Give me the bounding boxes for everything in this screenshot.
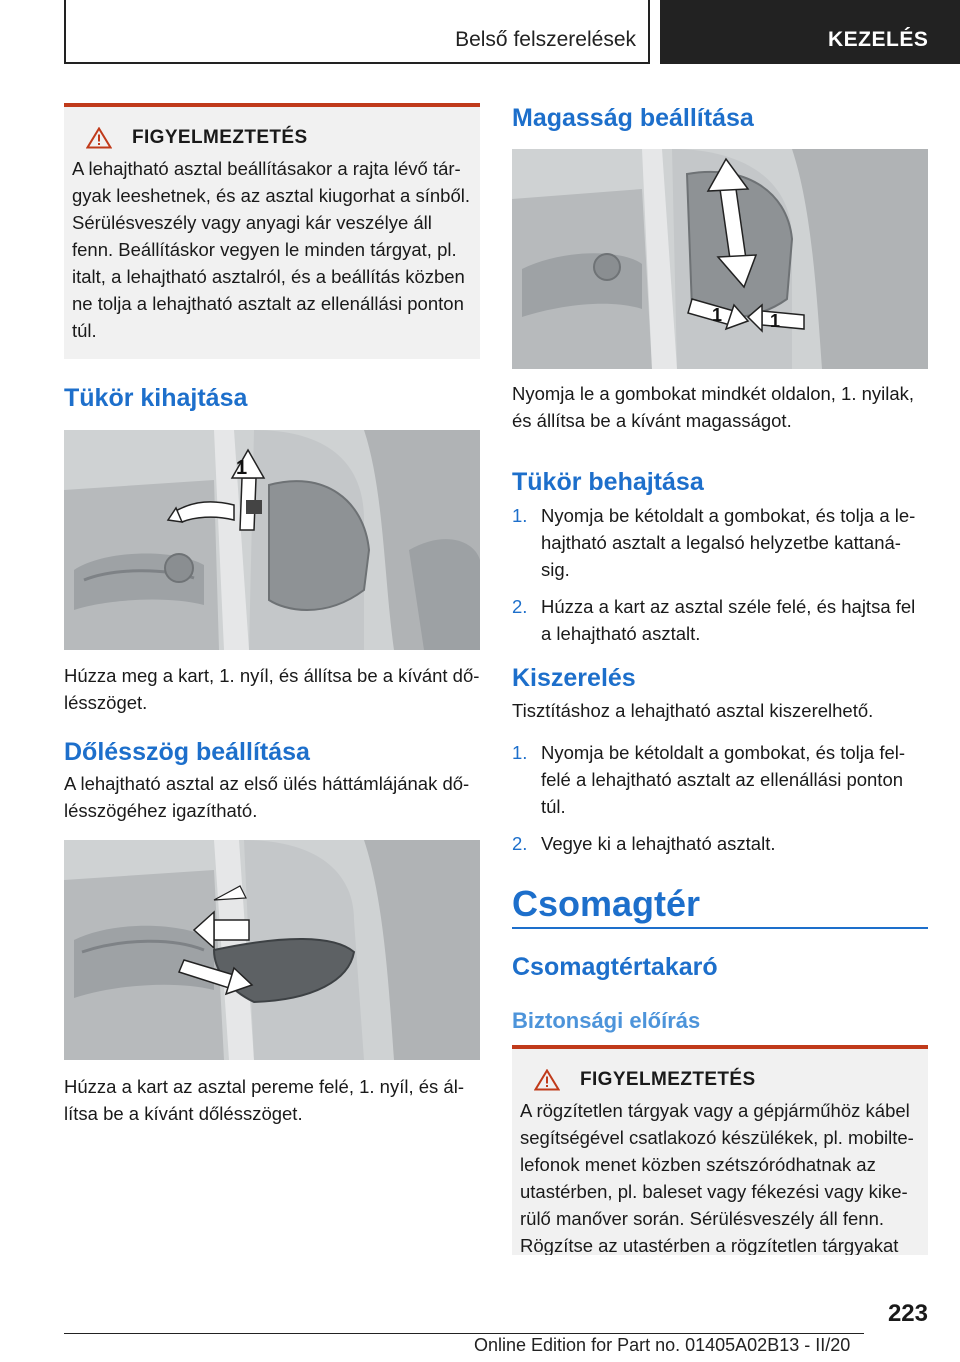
warning-text: A rögzítetlen tárgyak vagy a gépjárműhöz kábel segítségével csatlakozó készülékek, pl. mobilte- lefonok menet közben szétszóródhatnak az utastérben, pl. baleset vagy fékezési vagy kike- rülő manőver során. Sérülésveszély áll fenn. Rögzítse az utastérben a rögzítetlen tárgyakat — [520, 1100, 914, 1255]
heading-mirror-close: Tükör behajtása — [512, 468, 704, 496]
footer-rule — [64, 1333, 864, 1334]
photo-tilt — [64, 840, 480, 1060]
height-illustration — [512, 149, 928, 369]
photo-height — [512, 149, 928, 369]
right-warning-container — [512, 1045, 928, 1255]
heading-tilt: Dőlésszög beállítása — [64, 738, 310, 766]
steps-mirror-close — [512, 502, 928, 657]
header-chapter-box — [660, 0, 960, 64]
list-item: 2. Vegye ki a lehajtható asztalt. — [512, 833, 776, 854]
steps-removal — [512, 739, 928, 867]
heading-removal: Kiszerelés — [512, 664, 636, 692]
warning-triangle-icon — [86, 127, 112, 149]
chapter-rule — [512, 927, 928, 929]
caption-tilt: Húzza a kart az asztal pereme felé, 1. nyíl, és ál- lítsa be a kívánt dőlésszöget. — [64, 1076, 464, 1124]
list-item: 1. Nyomja be kétoldalt a gombokat, és tolja fel- felé a lehajtható asztalt az ellenállási ponton túl. — [512, 742, 906, 817]
page-number: 223 — [887, 1300, 928, 1327]
header-chapter-title: KEZELÉS — [828, 28, 929, 51]
warning-text: A lehajtható asztal beállításakor a rajta lévő tár- gyak leeshetnek, és az asztal kiugorhat a sínből. Sérülésveszély vagy anyagi kár veszélye áll fenn. Beállításkor vegyen le minden tárgyat, pl. italt, a lehajtható asztalról, és a beállítás közben ne tolja a lehajtható asztalt az ellenállási ponton túl. — [72, 158, 470, 341]
intro-removal: Tisztításhoz a lehajtható asztal kiszerelhető. — [512, 700, 874, 721]
warning-title: FIGYELMEZTETÉS — [534, 1069, 922, 1091]
warning-box-cargo — [512, 1045, 928, 1255]
warning-title: FIGYELMEZTETÉS — [86, 127, 474, 149]
arrow-number-label: 1 — [236, 457, 248, 479]
caption-mirror-open: Húzza meg a kart, 1. nyíl, és állítsa be a kívánt dő- lésszöget. — [64, 665, 480, 713]
intro-tilt: A lehajtható asztal az első ülés háttámlájának dő- lésszögéhez igazítható. — [64, 773, 470, 821]
list-item: 1. Nyomja be kétoldalt a gombokat, és tolja a le- hajtható asztalt a legalsó helyzetbe kattaná- sig. — [512, 505, 916, 580]
footer-edition: Online Edition for Part no. 01405A02B13 - II/20 — [474, 1335, 851, 1355]
tilt-illustration — [64, 840, 480, 1060]
heading-mirror-open: Tükör kihajtása — [64, 384, 248, 412]
left-column — [64, 103, 480, 359]
header-section-box — [64, 0, 650, 64]
chapter-heading-cargo: Csomagtér — [512, 883, 701, 924]
arrow-number-label-right: 1 — [770, 311, 781, 331]
subheading-safety: Biztonsági előírás — [512, 1008, 701, 1033]
warning-box-mirror — [64, 103, 480, 359]
arrow-number-label-left: 1 — [712, 305, 723, 325]
warning-triangle-icon — [534, 1069, 560, 1091]
heading-cargo-cover: Csomagtértakaró — [512, 953, 718, 981]
heading-height: Magasság beállítása — [512, 104, 754, 132]
header-section-title: Belső felszerelések — [455, 28, 636, 51]
list-item: 2. Húzza a kart az asztal széle felé, és hajtsa fel a lehajtható asztalt. — [512, 596, 916, 644]
caption-height: Nyomja le a gombokat mindkét oldalon, 1. nyilak, és állítsa be a kívánt magasságot. — [512, 383, 915, 431]
mirror-open-illustration — [64, 430, 480, 650]
photo-mirror-open — [64, 430, 480, 650]
